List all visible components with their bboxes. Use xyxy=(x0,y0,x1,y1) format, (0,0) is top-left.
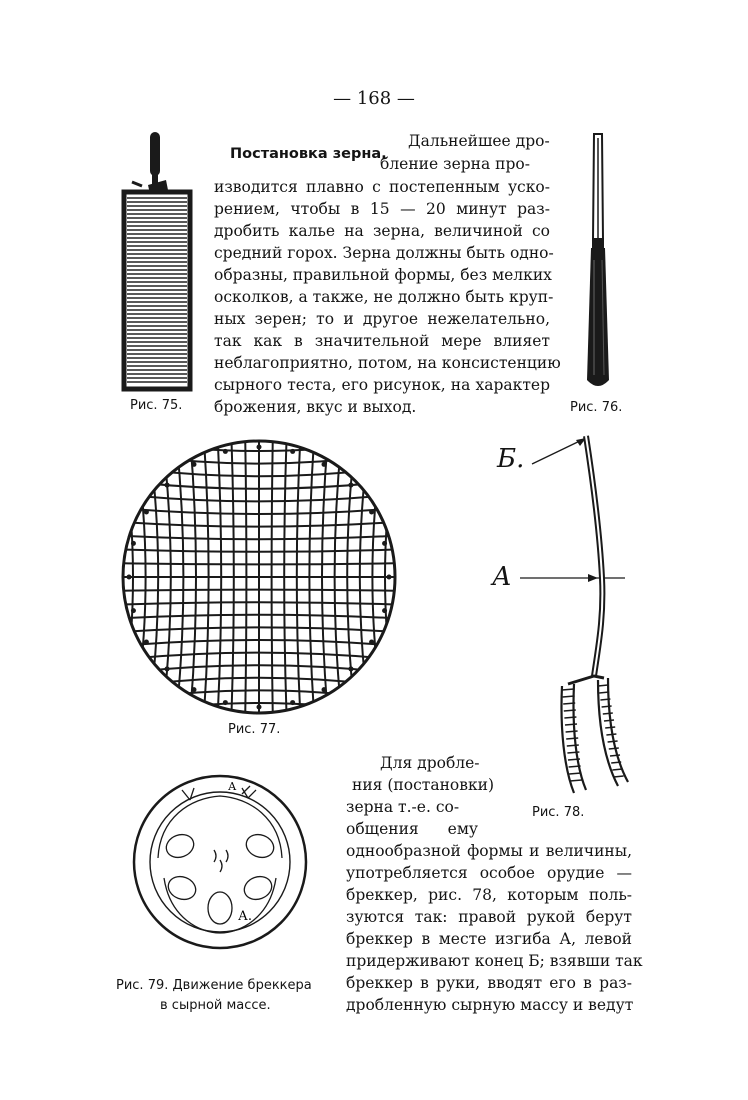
text-line: рением, чтобы в 15 — 20 минут раз- xyxy=(214,200,550,218)
text-line: брожения, вкус и выход. xyxy=(214,398,417,416)
fig78-breaker-tool-illustration xyxy=(490,428,640,800)
text-line: неблагоприятно, потом, на консистенцию xyxy=(214,354,561,372)
fig77-circular-grid-illustration xyxy=(118,436,400,718)
page-number: — 168 — xyxy=(333,88,415,109)
text-line: бреккер в месте изгиба А, левой xyxy=(346,930,632,948)
text-line: бреккер в руки, вводят его в раз- xyxy=(346,974,632,992)
text-line: средний горох. Зерна должны быть одно- xyxy=(214,244,554,262)
text-line: изводится плавно с постепенным уско- xyxy=(214,178,550,196)
text-line: бреккер, рис. 78, которым поль- xyxy=(346,886,632,904)
text-line: осколков, а также, не должно быть круп- xyxy=(214,288,554,306)
text-block xyxy=(346,818,478,840)
text-line: ных зерен; то и другое нежелательно, xyxy=(214,310,550,328)
text-line: Дальнейшее дро- xyxy=(408,132,550,150)
fig78-caption: Рис. 78. xyxy=(532,805,585,820)
text-line: бление зерна про- xyxy=(380,155,530,173)
fig75-caption: Рис. 75. xyxy=(130,398,183,413)
second-paragraph-body xyxy=(346,840,643,1016)
text-line: так как в значительной мере влияет xyxy=(214,332,550,350)
text-line: Для дробле- xyxy=(380,754,480,772)
fig78-label-a: А xyxy=(492,562,512,592)
text-line: употребляется особое орудие — xyxy=(346,864,632,882)
fig76-caption: Рис. 76. xyxy=(570,400,623,415)
fig79-label-a-bottom: А. xyxy=(238,909,252,924)
text-line: дробить калье на зерна, величиной со xyxy=(214,222,550,240)
text-line: однообразной формы и величины, xyxy=(346,842,632,860)
text-line: дробленную сырную массу и ведут xyxy=(346,996,634,1014)
text-line: общения ему xyxy=(346,820,478,838)
text-line: придерживают конец Б; взявши так xyxy=(346,952,643,970)
fig76-knife-illustration xyxy=(578,130,618,392)
fig79-breaker-motion-illustration xyxy=(130,768,310,956)
text-line: зуются так: правой рукой берут xyxy=(346,908,632,926)
fig77-caption: Рис. 77. xyxy=(228,722,281,737)
fig79-label-a-top: А xyxy=(228,780,237,793)
text-line: образны, правильной формы, без мелких xyxy=(214,266,552,284)
fig75-harp-cutter-illustration xyxy=(118,130,198,395)
fig79-caption-line2: в сырной массе. xyxy=(160,998,271,1013)
text-line: ния (постановки) xyxy=(352,776,495,794)
fig78-label-b: Б. xyxy=(497,444,525,474)
section-heading: Постановка зерна. xyxy=(230,146,387,162)
section-body xyxy=(214,176,561,418)
text-line: сырного теста, его рисунок, на характер xyxy=(214,376,550,394)
text-line: зерна т.-е. со- xyxy=(346,798,460,816)
fig79-caption-line1: Рис. 79. Движение бреккера xyxy=(116,978,312,993)
